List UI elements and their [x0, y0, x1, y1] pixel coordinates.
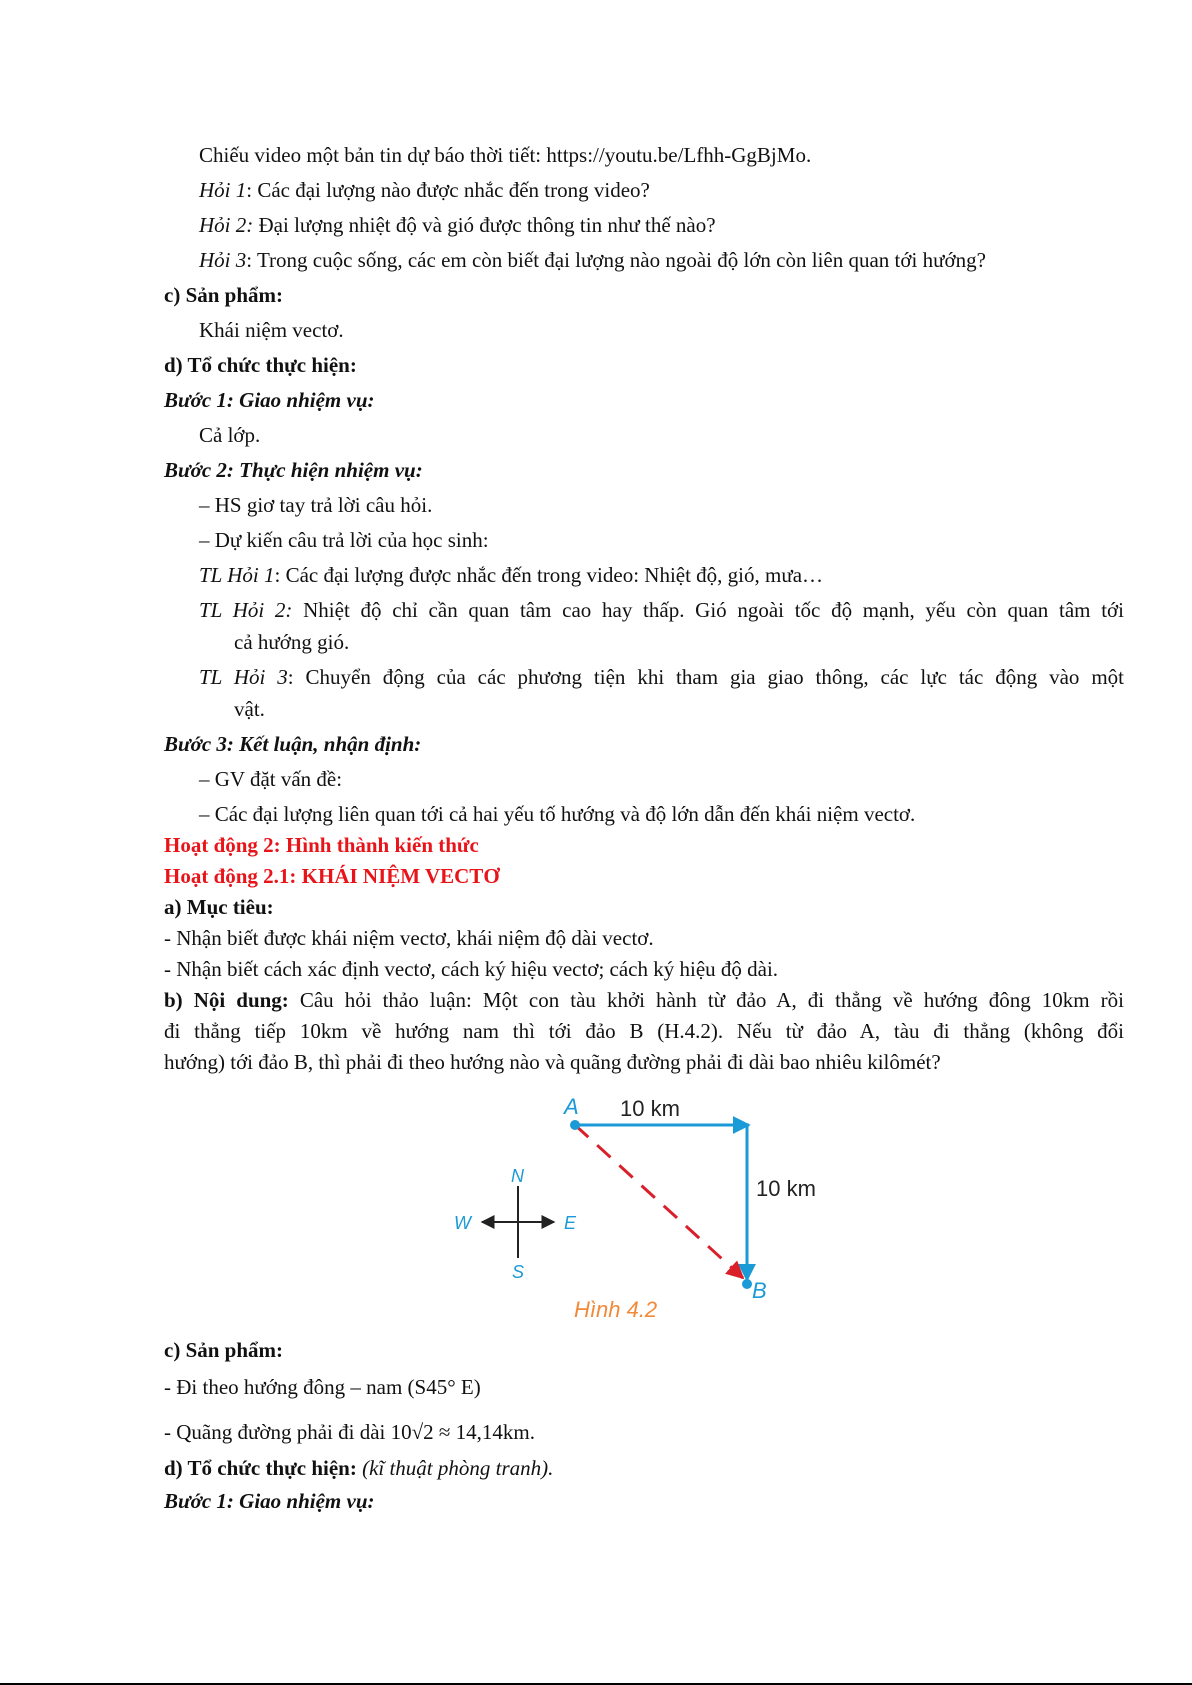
answer-2-label: TL Hỏi 2: — [199, 598, 293, 622]
org-heading: d) Tổ chức thực hiện: — [164, 353, 357, 377]
compass-e-label: E — [564, 1213, 577, 1233]
content-text-1: Câu hỏi thảo luận: Một con tàu khởi hành từ đảo A, đi thẳng về hướng đông 10km rồi — [299, 988, 1124, 1012]
point-a-dot — [570, 1120, 580, 1130]
step1-text: Cả lớp. — [199, 423, 261, 447]
answer-1-text: : Các đại lượng được nhắc đến trong video: Nhiệt độ, gió, mưa… — [274, 563, 824, 587]
answer-1-label: TL Hỏi 1 — [199, 563, 275, 587]
figure-caption: Hình 4.2 — [574, 1297, 658, 1322]
question-2-label: Hỏi 2: — [199, 213, 254, 237]
question-2-text: Đại lượng nhiệt độ và gió được thông tin như thế nào? — [253, 213, 716, 237]
content-line-1 — [164, 987, 1124, 1013]
activity-title: Hoạt động 2: Hình thành kiến thức — [164, 833, 479, 857]
answer-2-text: Nhiệt độ chỉ cần quan tâm cao hay thấp. Gió ngoài tốc độ mạnh, yếu còn quan tâm tới — [292, 598, 1124, 622]
answer-1 — [199, 562, 823, 588]
goal-line-1: - Nhận biết được khái niệm vectơ, khái niệm độ dài vectơ. — [164, 926, 654, 950]
vector-diagram — [440, 1090, 860, 1330]
content-line-3: hướng) tới đảo B, thì phải đi theo hướng nào và quãng đường phải đi dài bao nhiêu kilômét? — [164, 1050, 941, 1074]
east-distance-label: 10 km — [620, 1096, 680, 1121]
step2-heading: Bước 2: Thực hiện nhiệm vụ: — [164, 458, 423, 482]
answer-3-cont: vật. — [234, 697, 265, 721]
product-text: Khái niệm vectơ. — [199, 318, 344, 342]
content-heading: b) Nội dung: — [164, 988, 289, 1012]
compass-s-label: S — [512, 1262, 525, 1282]
product-heading: c) Sản phẩm: — [164, 283, 284, 307]
step2-line-2: – Dự kiến câu trả lời của học sinh: — [199, 528, 489, 552]
step2-line-1: – HS giơ tay trả lời câu hỏi. — [199, 493, 433, 517]
question-3-text: : Trong cuộc sống, các em còn biết đại lượng nào ngoài độ lớn còn liên quan tới hướng? — [246, 248, 986, 272]
product2-heading: c) Sản phẩm: — [164, 1338, 284, 1362]
answer-2 — [199, 597, 1124, 623]
answer-3-label: TL Hỏi 3 — [199, 665, 288, 689]
compass-w-label: W — [454, 1213, 471, 1233]
answer-2-cont: cả hướng gió. — [234, 630, 350, 654]
question-1 — [199, 177, 650, 203]
activity-subtitle: Hoạt động 2.1: KHÁI NIỆM VECTƠ — [164, 864, 500, 888]
product2-line-2: - Quãng đường phải đi dài 10√2 ≈ 14,14km. — [164, 1420, 535, 1444]
question-3-label: Hỏi 3 — [199, 248, 247, 272]
org2-note: (kĩ thuật phòng tranh). — [362, 1456, 554, 1480]
goal-line-2: - Nhận biết cách xác định vectơ, cách ký hiệu vectơ; cách ký hiệu độ dài. — [164, 957, 779, 981]
point-b-dot — [742, 1279, 752, 1289]
answer-3 — [199, 664, 1124, 690]
step3-heading: Bước 3: Kết luận, nhận định: — [164, 732, 422, 756]
step3-line-1: – GV đặt vấn đề: — [199, 767, 343, 791]
south-distance-label: 10 km — [756, 1176, 816, 1201]
question-3 — [199, 247, 986, 273]
product2-line-1: - Đi theo hướng đông – nam (S45° E) — [164, 1375, 481, 1399]
point-a-label: A — [564, 1094, 579, 1119]
step1b-heading: Bước 1: Giao nhiệm vụ: — [164, 1489, 375, 1513]
question-2 — [199, 212, 716, 238]
step3-line-2: – Các đại lượng liên quan tới cả hai yếu tố hướng và độ lớn dẫn đến khái niệm vectơ. — [199, 802, 916, 826]
content-line-2: đi thẳng tiếp 10km về hướng nam thì tới đảo B (H.4.2). Nếu từ đảo A, tàu đi thẳng (không đổi — [164, 1019, 1124, 1043]
step1-heading: Bước 1: Giao nhiệm vụ: — [164, 388, 375, 412]
org2-line — [164, 1455, 553, 1481]
compass-n-label: N — [511, 1166, 524, 1186]
video-line: Chiếu video một bản tin dự báo thời tiết: https://youtu.be/Lfhh-GgBjMo. — [199, 143, 812, 167]
answer-3-text: : Chuyển động của các phương tiện khi tham gia giao thông, các lực tác động vào một — [287, 665, 1124, 689]
question-1-label: Hỏi 1 — [199, 178, 247, 202]
figure-4-2 — [440, 1090, 860, 1330]
point-b-label: B — [752, 1278, 767, 1303]
org2-heading: d) Tổ chức thực hiện: — [164, 1456, 357, 1480]
question-1-text: : Các đại lượng nào được nhắc đến trong video? — [246, 178, 650, 202]
diagonal-dashed-arrow — [575, 1125, 743, 1278]
goal-heading: a) Mục tiêu: — [164, 895, 274, 919]
